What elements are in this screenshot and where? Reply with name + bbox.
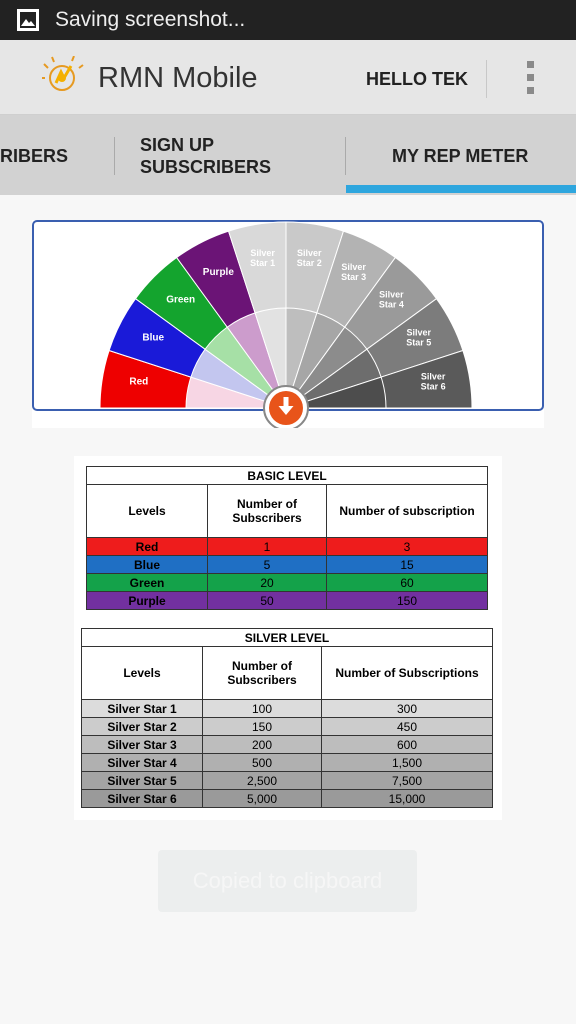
table-cell: Silver Star 6 [82, 790, 203, 808]
table-row [82, 736, 493, 754]
meter-segment-label: Silver Star 2 [296, 247, 322, 268]
meter-segment-label: Silver Star 4 [378, 289, 404, 310]
table-cell: 3 [327, 538, 488, 556]
table-cell: 450 [322, 718, 493, 736]
column-header: Levels [82, 647, 203, 700]
rep-meter-gauge [32, 220, 544, 428]
meter-segment-label: Silver Star 6 [420, 371, 446, 392]
table-row [82, 754, 493, 772]
table-cell: Silver Star 5 [82, 772, 203, 790]
table-cell: 5,000 [203, 790, 322, 808]
table-cell: Red [87, 538, 208, 556]
active-tab-indicator [346, 185, 576, 193]
column-header: Number of Subscribers [208, 485, 327, 538]
status-bar [0, 0, 576, 40]
table-cell: Silver Star 3 [82, 736, 203, 754]
app-bar [0, 40, 576, 115]
table-cell: 15,000 [322, 790, 493, 808]
basic-level-table [86, 466, 488, 610]
table-cell: 2,500 [203, 772, 322, 790]
table-row [87, 592, 488, 610]
table-cell: 100 [203, 700, 322, 718]
column-header: Number of Subscriptions [322, 647, 493, 700]
meter-segment-label: Red [129, 376, 149, 388]
column-header: Number of subscription [327, 485, 488, 538]
tab-sign-up-subscribers[interactable]: SIGN UP SUBSCRIBERS [140, 135, 272, 177]
table-cell: 1,500 [322, 754, 493, 772]
table-row [87, 538, 488, 556]
table-cell: 150 [203, 718, 322, 736]
column-header: Number of Subscribers [203, 647, 322, 700]
table-cell: 50 [208, 592, 327, 610]
meter-segment-label: Silver Star 5 [406, 327, 432, 348]
table-cell: 5 [208, 556, 327, 574]
app-title: RMN Mobile [98, 62, 258, 94]
table-cell: 500 [203, 754, 322, 772]
table-cell: 7,500 [322, 772, 493, 790]
table-row [87, 556, 488, 574]
table-cell: 600 [322, 736, 493, 754]
app-logo-icon [42, 56, 84, 98]
tab-bar [0, 115, 576, 195]
table-cell: 1 [208, 538, 327, 556]
table-cell: Green [87, 574, 208, 592]
tab-my-rep-meter[interactable]: MY REP METER [392, 146, 529, 166]
level-tables [74, 456, 502, 820]
image-icon [16, 8, 40, 32]
table-cell: 200 [203, 736, 322, 754]
table-cell: Blue [87, 556, 208, 574]
toast-message: Copied to clipboard [158, 850, 417, 912]
silver-level-table [81, 628, 493, 808]
table-row [82, 772, 493, 790]
table-cell: 20 [208, 574, 327, 592]
column-header: Levels [87, 485, 208, 538]
table-cell: Silver Star 1 [82, 700, 203, 718]
basic-level-title: BASIC LEVEL [87, 467, 488, 485]
table-row [82, 790, 493, 808]
table-row [82, 718, 493, 736]
meter-segment-label: Blue [142, 332, 165, 344]
table-cell: 15 [327, 556, 488, 574]
table-cell: 60 [327, 574, 488, 592]
table-cell: Silver Star 2 [82, 718, 203, 736]
table-cell: Purple [87, 592, 208, 610]
table-row [87, 574, 488, 592]
greeting-label[interactable]: HELLO TEK [366, 69, 468, 89]
silver-level-title: SILVER LEVEL [82, 629, 493, 647]
table-cell: 150 [327, 592, 488, 610]
meter-segment-label: Purple [202, 267, 234, 279]
meter-segment-label: Silver Star 3 [341, 262, 367, 283]
table-cell: Silver Star 4 [82, 754, 203, 772]
rep-meter [32, 220, 544, 428]
meter-segment-label: Green [166, 294, 196, 306]
status-text: Saving screenshot... [55, 8, 246, 31]
table-cell: 300 [322, 700, 493, 718]
tab-subscribers[interactable]: RIBERS [0, 146, 69, 166]
table-row [82, 700, 493, 718]
meter-segment-label: Silver Star 1 [250, 247, 276, 268]
appbar-divider [486, 60, 487, 98]
overflow-menu-icon[interactable] [520, 58, 542, 98]
